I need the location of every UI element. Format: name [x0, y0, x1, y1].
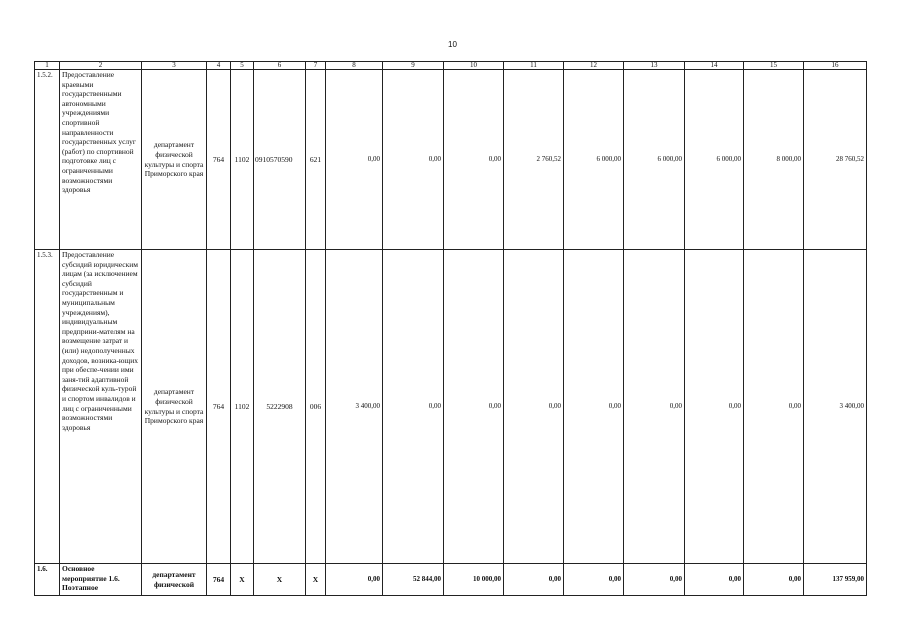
amount-cell: 0,00: [504, 250, 564, 564]
column-header: 12: [564, 62, 624, 70]
expense-type-code: 621: [306, 70, 326, 250]
amount-cell: 0,00: [744, 564, 804, 596]
column-header: 4: [207, 62, 231, 70]
amount-cell: 0,00: [685, 250, 744, 564]
amount-cell: 0,00: [444, 70, 504, 250]
amount-cell: 6 000,00: [624, 70, 685, 250]
amount-cell: 6 000,00: [564, 70, 624, 250]
target-article-code: 5222908: [254, 250, 306, 564]
measure-name: Предоставление субсидий юридическим лицам (за исключением субсидий государственным и муниципальным учреждениям), индивидуальным предприни-мателям на возмещение затрат и (или) недополученных доходов, возника-ющих при обеспе-чении ими заня-тий адаптивной физической куль-турой и спортом инвалидов и лиц с ограниченными возможностями здоровья: [60, 250, 142, 564]
table-row: [35, 70, 867, 250]
budget-table: [34, 61, 867, 596]
column-header: 5: [231, 62, 254, 70]
amount-cell: 0,00: [326, 70, 383, 250]
column-header: 11: [504, 62, 564, 70]
executor: департамент физической культуры и спорта Приморского края: [142, 70, 207, 250]
amount-cell: 2 760,52: [504, 70, 564, 250]
expense-type-code: 006: [306, 250, 326, 564]
column-header: 15: [744, 62, 804, 70]
column-header: 10: [444, 62, 504, 70]
amount-cell: 0,00: [504, 564, 564, 596]
total-cell: 3 400,00: [804, 250, 867, 564]
row-number: 1.5.2.: [35, 70, 60, 250]
amount-cell: 0,00: [564, 564, 624, 596]
column-header: 8: [326, 62, 383, 70]
amount-cell: 0,00: [383, 250, 444, 564]
column-header: 6: [254, 62, 306, 70]
column-header: 7: [306, 62, 326, 70]
column-header: 13: [624, 62, 685, 70]
column-header: 16: [804, 62, 867, 70]
amount-cell: 10 000,00: [444, 564, 504, 596]
measure-name: Предоставление краевыми государственными автономными учреждениями спортивной направленности государственных услуг (работ) по спортивной подготовке лиц с ограниченными возможностями здоровья: [60, 70, 142, 250]
grbs-code: 764: [207, 250, 231, 564]
table-row: [35, 564, 867, 596]
grbs-code: 764: [207, 70, 231, 250]
target-article-code: X: [254, 564, 306, 596]
measure-name: Основное мероприятие 1.6. Поэтапное: [60, 564, 142, 596]
total-cell: 28 760,52: [804, 70, 867, 250]
amount-cell: 0,00: [624, 564, 685, 596]
amount-cell: 0,00: [744, 250, 804, 564]
amount-cell: 6 000,00: [685, 70, 744, 250]
row-number: 1.6.: [35, 564, 60, 596]
amount-cell: 3 400,00: [326, 250, 383, 564]
page-number: 10: [448, 40, 457, 49]
column-header: 2: [60, 62, 142, 70]
target-article-code: 0910570590: [254, 70, 306, 250]
table-row: [35, 250, 867, 564]
executor: департамент физической: [142, 564, 207, 596]
executor: департамент физической культуры и спорта Приморского края: [142, 250, 207, 564]
amount-cell: 0,00: [444, 250, 504, 564]
amount-cell: 0,00: [685, 564, 744, 596]
amount-cell: 0,00: [383, 70, 444, 250]
amount-cell: 0,00: [624, 250, 685, 564]
section-code: 1102: [231, 70, 254, 250]
column-header: 14: [685, 62, 744, 70]
column-header: 9: [383, 62, 444, 70]
grbs-code: 764: [207, 564, 231, 596]
section-code: X: [231, 564, 254, 596]
row-number: 1.5.3.: [35, 250, 60, 564]
expense-type-code: X: [306, 564, 326, 596]
column-header: 3: [142, 62, 207, 70]
amount-cell: 52 844,00: [383, 564, 444, 596]
amount-cell: 0,00: [564, 250, 624, 564]
column-number-row: [35, 62, 867, 70]
total-cell: 137 959,00: [804, 564, 867, 596]
amount-cell: 8 000,00: [744, 70, 804, 250]
amount-cell: 0,00: [326, 564, 383, 596]
column-header: 1: [35, 62, 60, 70]
section-code: 1102: [231, 250, 254, 564]
